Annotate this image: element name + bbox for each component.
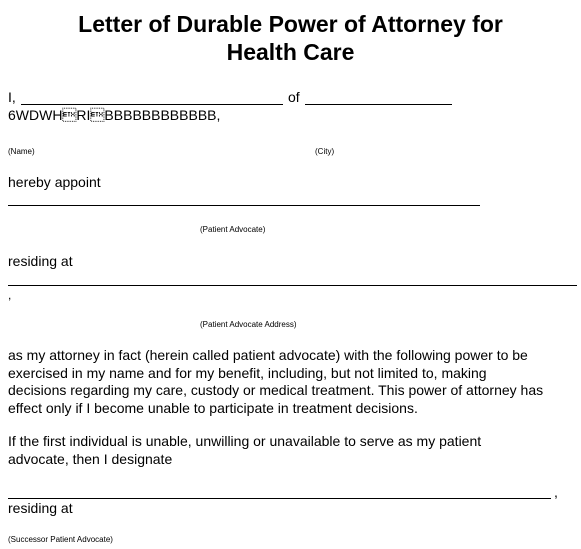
paragraph2-line-2: advocate, then I designate bbox=[8, 450, 173, 467]
title-line-1: Letter of Durable Power of Attorney for bbox=[78, 11, 503, 37]
paragraph2-line-1: If the first individual is unable, unwilling or unavailable to serve as my patient bbox=[8, 433, 482, 449]
paragraph1-line-1: as my attorney in fact (herein called patient advocate) with the following power to be bbox=[8, 347, 528, 363]
successor-trailing-comma: , bbox=[554, 484, 558, 500]
address-blank-line[interactable] bbox=[8, 285, 577, 286]
name-caption: (Name) bbox=[8, 147, 35, 156]
residing-at-text-2: residing at bbox=[8, 500, 73, 516]
address-comma: , bbox=[8, 288, 12, 302]
paragraph1-line-3: decisions regarding my care, custody or medical treatment. This power of attorney has bbox=[8, 382, 544, 398]
hereby-appoint-text: hereby appoint bbox=[8, 174, 101, 190]
paragraph1-line-4: effect only if I become unable to participate in treatment decisions. bbox=[8, 399, 418, 416]
residing-at-text: residing at bbox=[8, 253, 73, 269]
successor-blank-line[interactable] bbox=[8, 498, 551, 499]
document-title bbox=[0, 10, 581, 66]
line1-of: of bbox=[288, 89, 300, 105]
paragraph1-line-2: exercised in my name and for my benefit, including, but not limited to, making bbox=[8, 364, 487, 381]
attorney-powers-paragraph bbox=[8, 347, 580, 417]
patient-advocate-blank-line[interactable] bbox=[8, 205, 480, 206]
city-blank-line[interactable] bbox=[305, 104, 452, 105]
garbled-text-line: 6WDWHRIBBBBBBBBBBBB, bbox=[8, 107, 221, 123]
name-blank-line[interactable] bbox=[21, 104, 283, 105]
city-caption: (City) bbox=[315, 147, 335, 156]
title-line-2: Health Care bbox=[226, 39, 355, 65]
successor-paragraph bbox=[8, 433, 580, 468]
successor-caption: (Successor Patient Advocate) bbox=[8, 535, 113, 544]
line1-prefix: I, bbox=[8, 89, 16, 105]
patient-advocate-caption: (Patient Advocate) bbox=[200, 225, 266, 234]
address-caption: (Patient Advocate Address) bbox=[200, 320, 297, 329]
